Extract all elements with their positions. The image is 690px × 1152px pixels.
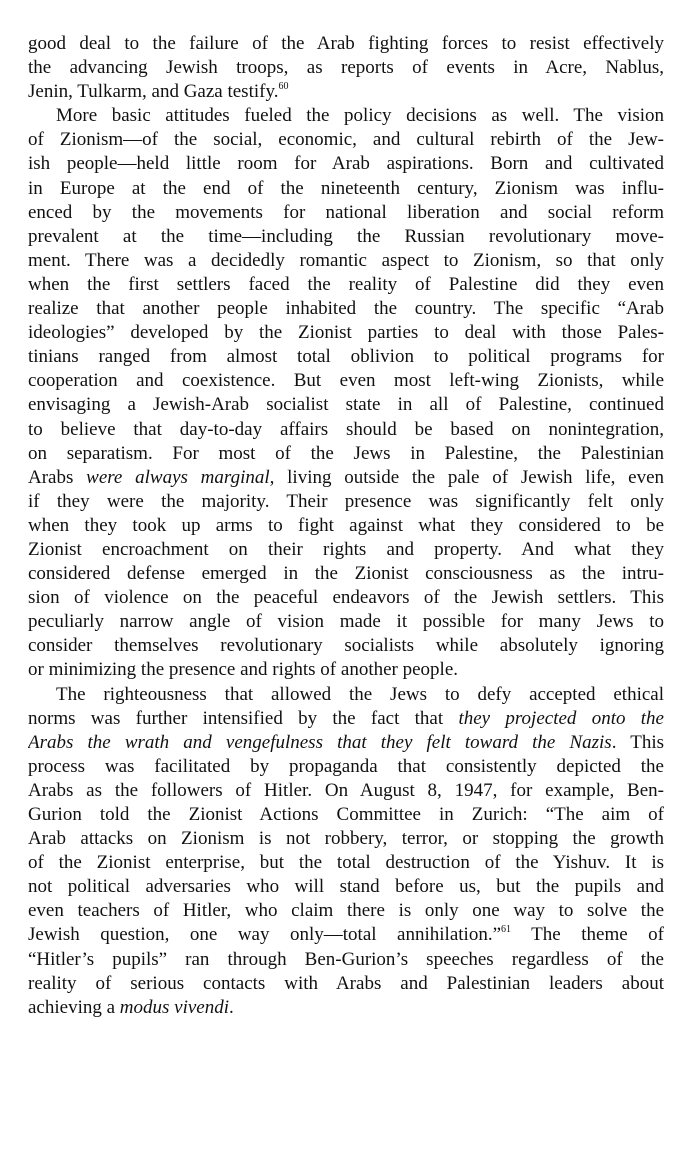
text-line (28, 586, 664, 610)
text-segment: of the Zionist enterprise, but the total destruction of the Yishuv. It is (28, 852, 664, 874)
text-segment: More basic attitudes fueled the policy decisions as well. The vision (56, 105, 664, 127)
text-segment: process was facilitated by propaganda that consistently depicted the (28, 755, 664, 777)
text-segment: good deal to the failure of the Arab fighting forces to resist effectively (28, 33, 664, 54)
text-segment: the advancing Jewish troops, as reports of events in Acre, Nablus, (28, 57, 664, 79)
text-line (28, 490, 664, 514)
text-segment: ish people—held little room for Arab aspirations. Born and cultivated (28, 153, 664, 175)
text-segment: ment. There was a decidedly romantic aspect to Zionism, so that only (28, 249, 664, 271)
text-line (28, 610, 664, 634)
text-line (28, 731, 664, 755)
text-segment: achieving a (28, 996, 120, 1018)
text-line (28, 345, 664, 369)
text-segment: The righteousness that allowed the Jews to defy accepted ethical (56, 683, 664, 705)
text-line (28, 393, 664, 417)
italic-text: they projected onto the (458, 707, 664, 729)
text-segment: , living outside the pale of Jewish life, even (269, 466, 664, 488)
text-line (28, 128, 664, 152)
text-segment: even teachers of Hitler, who claim there is only one way to solve the (28, 900, 664, 922)
text-line (28, 297, 664, 321)
text-segment: peculiarly narrow angle of vision made it possible for many Jews to (28, 611, 664, 633)
text-segment: in Europe at the end of the nineteenth century, Zionism was influ- (28, 177, 664, 199)
italic-text: Arabs the wrath and vengefulness that they felt toward the Nazis (28, 731, 612, 753)
text-line (28, 273, 664, 297)
text-line (28, 851, 664, 875)
text-line (28, 707, 664, 731)
text-line (28, 755, 664, 779)
text-line (28, 875, 664, 899)
text-segment: Arab attacks on Zionism is not robbery, terror, or stopping the growth (28, 828, 664, 850)
text-line (28, 683, 664, 707)
text-segment: reality of serious contacts with Arabs and Palestinian leaders about (28, 972, 664, 994)
text-segment: Jenin, Tulkarm, and Gaza testify. (28, 81, 279, 103)
text-segment: to believe that day-to-day affairs should be based on nonintegration, (28, 418, 664, 440)
text-line (28, 779, 664, 803)
text-segment: “Hitler’s pupils” ran through Ben-Gurion’s speeches regardless of the (28, 948, 664, 970)
text-segment: Gurion told the Zionist Actions Committee in Zurich: “The aim of (28, 804, 664, 825)
italic-text: were always marginal (86, 466, 270, 488)
text-segment: or minimizing the presence and rights of another people. (28, 659, 459, 681)
text-segment: consider themselves revolutionary socialists while absolutely ignoring (28, 635, 664, 657)
text-segment: Arabs (28, 466, 87, 488)
text-segment: not political adversaries who will stand before us, but the pupils and (28, 876, 664, 898)
text-line (28, 104, 664, 128)
footnote-marker: 61 (501, 924, 512, 936)
text-segment: Arabs as the followers of Hitler. On August 8, 1947, for example, Ben- (28, 779, 664, 801)
text-segment: when they took up arms to fight against what they considered to be (28, 514, 664, 536)
text-line (28, 369, 664, 393)
text-line (28, 562, 664, 586)
text-line (28, 538, 664, 562)
text-line (28, 249, 664, 273)
text-line (28, 152, 664, 176)
text-segment: when the first settlers faced the reality of Palestine did they even (28, 273, 664, 295)
text-line (28, 201, 664, 225)
text-line (28, 442, 664, 466)
text-line (28, 466, 664, 490)
text-line (28, 972, 664, 996)
text-segment: prevalent at the time—including the Russian revolutionary move- (28, 225, 664, 247)
text-line (28, 321, 664, 345)
text-line (28, 225, 664, 249)
text-line (28, 996, 664, 1020)
text-line (28, 514, 664, 538)
italic-text: modus vivendi (119, 996, 230, 1018)
text-segment: considered defense emerged in the Zionist consciousness as the intru- (28, 563, 664, 585)
text-segment: sion of violence on the peaceful endeavors of the Jewish settlers. This (28, 587, 664, 609)
text-segment: cooperation and coexistence. But even most left-wing Zionists, while (28, 370, 664, 392)
text-segment: Zionist encroachment on their rights and property. And what they (28, 538, 664, 560)
text-line (28, 658, 664, 682)
footnote-marker: 60 (278, 81, 289, 93)
text-segment: if they were the majority. Their presence was significantly felt only (28, 490, 664, 512)
text-segment: realize that another people inhabited the country. The specific “Arab (28, 298, 664, 320)
text-segment: The theme of (511, 924, 664, 946)
text-line (28, 418, 664, 442)
text-segment: enced by the movements for national liberation and social reform (28, 201, 664, 223)
text-line (28, 899, 664, 923)
text-line (28, 923, 664, 947)
text-segment: of Zionism—of the social, economic, and cultural rebirth of the Jew- (28, 129, 664, 151)
text-segment: . This (611, 731, 664, 753)
text-segment: norms was further intensified by the fact that (28, 707, 459, 729)
text-line (28, 32, 664, 56)
text-segment: ideologies” developed by the Zionist parties to deal with those Pales- (28, 322, 664, 344)
text-line (28, 803, 664, 827)
text-segment: . (229, 996, 234, 1018)
text-segment: envisaging a Jewish-Arab socialist state in all of Palestine, continued (28, 394, 664, 416)
text-segment: on separatism. For most of the Jews in Palestine, the Palestinian (28, 442, 664, 464)
book-page-text (28, 32, 664, 1020)
text-segment: Jewish question, one way only—total annihilation.” (28, 924, 502, 946)
text-line (28, 177, 664, 201)
text-line (28, 827, 664, 851)
text-segment: tinians ranged from almost total oblivion to political programs for (28, 346, 664, 368)
text-line (28, 634, 664, 658)
text-line (28, 56, 664, 80)
text-line (28, 80, 664, 104)
text-line (28, 948, 664, 972)
